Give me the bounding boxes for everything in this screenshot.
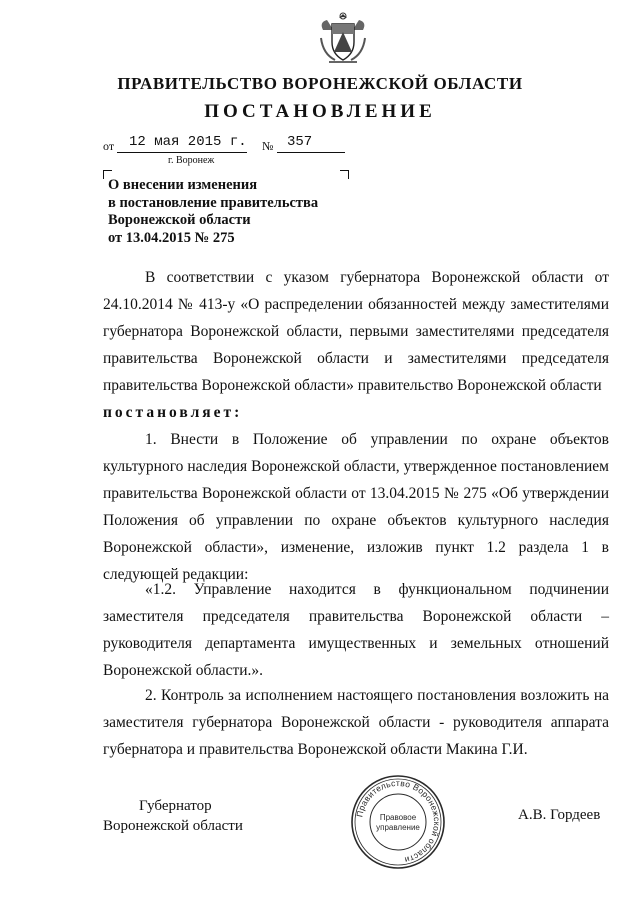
government-name: ПРАВИТЕЛЬСТВО ВОРОНЕЖСКОЙ ОБЛАСТИ [117, 74, 523, 93]
resolves-line [103, 399, 609, 426]
number-value: 357 [287, 134, 313, 150]
stamp-center-line: управление [376, 823, 420, 832]
number-prefix: № [262, 139, 274, 153]
city: г. Воронеж [168, 155, 215, 166]
subject-line: Воронежской области [108, 212, 251, 228]
document-subject [108, 177, 318, 247]
item-1-paragraph: 1. Внести в Положение об управлении по охране объектов культурного наследия Воронежской области, утвержденное постановлением правительства Воронежской области от 13.04.2015 № 275 «Об утверждении Положения об управлении по охране объектов культурного наследия Воронежской области», изменение, изложив пункт 1.2 раздела 1 в следующей редакции: [103, 431, 609, 583]
document-type: ПОСТАНОВЛЕНИЕ [204, 101, 436, 122]
subject-bracket-right [340, 170, 349, 179]
stamp-ring-text: Правительство Воронежской области [354, 777, 443, 866]
signer-title [103, 796, 243, 836]
number-field [277, 135, 345, 153]
item-2-paragraph: 2. Контроль за исполнением настоящего постановления возложить на заместителя губернатора Воронежской области - руководителя аппарата губернатора и правительства Воронежской области Макина Г.И. [103, 687, 609, 758]
signer-name: А.В. Гордеев [518, 807, 601, 823]
official-stamp [348, 772, 448, 872]
subject-line: в постановление правительства [108, 194, 319, 211]
date-prefix: от [103, 139, 115, 153]
signer-title-line: Губернатор [139, 798, 212, 814]
coat-of-arms-icon [315, 8, 371, 66]
subject-line: от 13.04.2015 № 275 [108, 229, 235, 246]
new-wording-paragraph: «1.2. Управление находится в функциональном подчинении заместителя председателя правительства Воронежской области – руководителя департамента имущественных и земельных отношений Воронежской области.». [103, 581, 609, 679]
date-value: 12 мая 2015 г. [129, 134, 247, 150]
date-field [117, 135, 247, 153]
subject-line: О внесении изменения [108, 177, 258, 193]
stamp-center-line: Правовое [379, 813, 417, 822]
preamble-paragraph: В соответствии с указом губернатора Воронежской области от 24.10.2014 № 413-у «О распределении обязанностей между заместителями губернатора Воронежской области, первыми заместителями председателя правительства Воронежской области и заместителями председателя правительства Воронежской области» правительство Воронежской области [103, 269, 609, 394]
resolves-word: постановляет: [103, 404, 243, 421]
signer-title-line: Воронежской области [103, 818, 243, 834]
